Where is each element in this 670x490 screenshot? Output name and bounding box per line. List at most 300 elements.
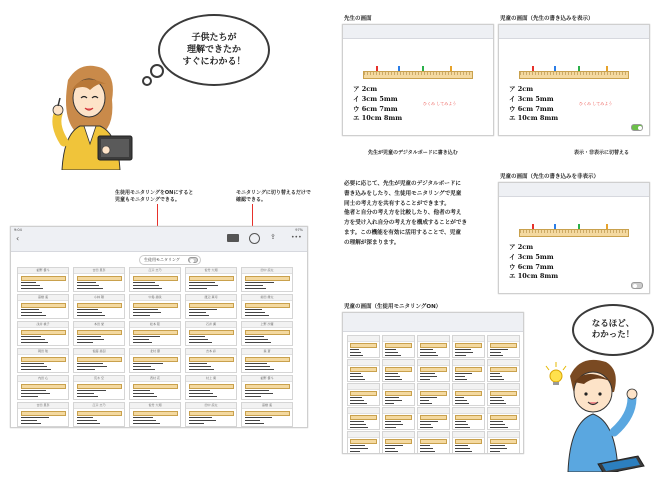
student-card-writing [133, 309, 158, 310]
student-card[interactable] [417, 359, 450, 382]
student-card-writing [490, 421, 503, 422]
student-card-ruler [420, 439, 448, 444]
teacher-illustration [40, 60, 140, 170]
student-hidden-screen [498, 182, 650, 294]
student-card-writing [455, 403, 469, 404]
student-card-writing [189, 288, 207, 289]
student-card-writing [245, 336, 264, 337]
student-card-writing [455, 445, 468, 446]
student-card-ruler [21, 411, 66, 416]
student-annot-red-note: ひくみ してみよう [579, 101, 613, 106]
student-card[interactable] [417, 431, 450, 454]
student-card-writing [189, 339, 208, 340]
student-card-writing [133, 363, 163, 364]
monitor-toggle-switch[interactable] [188, 257, 198, 263]
student-card-writing [490, 355, 503, 356]
student-card-ruler [189, 330, 234, 335]
student-card-name [383, 336, 414, 342]
student-card-ruler [21, 276, 66, 281]
student-card-writing [189, 363, 207, 364]
student-card-ruler [189, 303, 234, 308]
student-card-writing [77, 288, 103, 289]
student-card[interactable] [129, 294, 181, 319]
student-card-writing [350, 376, 363, 377]
student-card-name: 西村 花 [130, 376, 180, 382]
student-card-ruler [21, 303, 66, 308]
monitor-icon[interactable] [249, 233, 260, 244]
student-card-ruler [420, 367, 448, 372]
student-monitor-toolbar [343, 313, 523, 332]
student-card-writing [420, 403, 432, 404]
student-card-name [453, 384, 484, 390]
student-card-name: 浅井 桃子 [18, 322, 68, 328]
student-card[interactable] [452, 335, 485, 358]
student-hidden-toolbar [499, 183, 649, 197]
student-card-name: 内田 心 [18, 376, 68, 382]
student-card-name [348, 360, 379, 366]
student-card[interactable] [487, 359, 520, 382]
student-hidden-toggle[interactable] [631, 282, 643, 289]
student-card[interactable] [452, 383, 485, 406]
callout-switch-monitor: モニタリングに切り替えるだけで 確認できる。 [236, 190, 311, 203]
student-card-writing [420, 352, 436, 353]
student-card-writing [490, 397, 502, 398]
student-card-writing [77, 369, 95, 370]
student-card-name: 前田 健太 [242, 295, 292, 301]
student-card-ruler [245, 330, 290, 335]
student-bubble-line2: わかった！ [591, 330, 635, 340]
student-card-ruler [21, 330, 66, 335]
student-card[interactable] [241, 375, 293, 400]
student-card-writing [420, 349, 434, 350]
student-card-writing [21, 420, 37, 421]
student-card-name: 田中 涼太 [242, 268, 292, 274]
student-card[interactable] [17, 321, 69, 346]
student-card-writing [350, 451, 361, 452]
student-card[interactable] [17, 348, 69, 373]
student-card-name: 姫野 優斗 [18, 268, 68, 274]
student-card-writing [21, 369, 51, 370]
student-card-ruler [77, 330, 122, 335]
student-card[interactable] [241, 348, 293, 373]
student-card-writing [21, 282, 36, 283]
student-card-writing [455, 352, 473, 353]
student-card-writing [133, 288, 162, 289]
teacher-screen-annotation: 先生が児童のデジタルボードに書き込む [368, 150, 458, 156]
student-card-name: 岡田 航 [18, 349, 68, 355]
student-card-writing [21, 363, 44, 364]
student-card-ruler [133, 303, 178, 308]
student-monitor-screen [342, 312, 524, 454]
student-card-writing [245, 285, 263, 286]
student-card[interactable] [241, 402, 293, 427]
student-card-writing [350, 427, 368, 428]
student-card-writing [245, 393, 273, 394]
student-card-ruler [490, 391, 518, 396]
student-card-writing [455, 379, 467, 380]
student-card-writing [420, 397, 437, 398]
student-card-writing [245, 282, 274, 283]
student-card-ruler [189, 276, 234, 281]
student-card[interactable] [73, 402, 125, 427]
student-card-ruler [385, 415, 413, 420]
student-card-name: 石井 翼 [186, 322, 236, 328]
student-card-name: 佐藤 美羽 [74, 349, 124, 355]
student-card[interactable] [73, 321, 125, 346]
student-hidden-title: 児童の画面（先生の書き込みを非表示） [500, 174, 600, 180]
student-card-writing [189, 312, 206, 313]
student-card-writing [21, 423, 41, 424]
share-icon[interactable]: ⇪ [270, 233, 276, 241]
student-card-name [418, 408, 449, 414]
student-card-writing [21, 366, 47, 367]
student-card-name [348, 432, 379, 438]
student-card-name: 荒木 空 [74, 376, 124, 382]
student-card[interactable] [185, 294, 237, 319]
status-time: 9:04 [14, 228, 22, 232]
student-card[interactable] [417, 383, 450, 406]
callout-student-monitor: 生徒用モニタリングをONにすると 児童もモニタリングできる。 [115, 190, 194, 203]
student-card-writing [490, 379, 505, 380]
student-card-writing [21, 390, 46, 391]
student-card-ruler [133, 357, 178, 362]
student-card[interactable] [347, 431, 380, 454]
student-card-writing [490, 427, 508, 428]
student-card-ruler [245, 411, 290, 416]
student-card-ruler [245, 384, 290, 389]
student-card-writing [133, 423, 160, 424]
student-card-writing [490, 400, 504, 401]
student-card-name: 北村 優 [130, 349, 180, 355]
student-card-writing [420, 424, 431, 425]
student-card-name: 吉本 彩 [186, 349, 236, 355]
student-card-ruler [77, 303, 122, 308]
ruler-marker [578, 224, 580, 229]
student-card[interactable] [129, 402, 181, 427]
student-card-ruler [133, 384, 178, 389]
student-card-ruler [420, 343, 448, 348]
student-card-writing [189, 336, 205, 337]
ruler-marker [554, 66, 556, 71]
student-card[interactable] [452, 407, 485, 430]
student-card-writing [77, 396, 98, 397]
student-card-name: 上野 沙羅 [242, 322, 292, 328]
ruler-marker [578, 66, 580, 71]
student-card-name: 中島 美咲 [130, 295, 180, 301]
student-card[interactable] [417, 335, 450, 358]
student-card-writing [245, 288, 266, 289]
student-card-name: 田中 涼太 [186, 403, 236, 409]
student-card-name [383, 408, 414, 414]
student-card[interactable] [347, 335, 380, 358]
student-card-writing [245, 312, 265, 313]
student-card-writing [350, 349, 359, 350]
student-card-name: 渡辺 真司 [186, 295, 236, 301]
student-card-writing [77, 342, 93, 343]
student-card-ruler [420, 415, 448, 420]
student-card-writing [420, 451, 435, 452]
student-monitor-title: 児童の画面（生徒用モニタリングON） [344, 304, 442, 310]
status-battery: 97% [295, 228, 303, 232]
student-card-ruler [350, 391, 378, 396]
student-card-writing [133, 342, 152, 343]
student-card-writing [350, 397, 362, 398]
student-card[interactable] [185, 267, 237, 292]
more-icon[interactable]: ••• [291, 234, 302, 241]
student-card-writing [490, 373, 500, 374]
student-card[interactable] [185, 402, 237, 427]
student-card-writing [455, 421, 466, 422]
student-card[interactable] [347, 407, 380, 430]
student-card-writing [133, 339, 149, 340]
student-card[interactable] [382, 383, 415, 406]
student-card-writing [133, 390, 150, 391]
ruler-marker [398, 66, 400, 71]
student-card-name: 松本 陸 [130, 322, 180, 328]
student-card-ruler [385, 391, 413, 396]
student-illustration [540, 352, 650, 472]
student-card[interactable] [452, 359, 485, 382]
student-card-writing [455, 427, 471, 428]
student-card-name: 村上 奏 [186, 376, 236, 382]
student-card-writing [133, 315, 150, 316]
student-card[interactable] [241, 267, 293, 292]
student-card-writing [21, 417, 49, 418]
student-card-writing [455, 400, 467, 401]
teacher-red-note: ひくみ してみよう [423, 101, 457, 106]
student-card-name [488, 408, 519, 414]
student-card-writing [77, 363, 103, 364]
student-card[interactable] [382, 335, 415, 358]
student-card[interactable] [241, 321, 293, 346]
student-card-writing [490, 349, 508, 350]
teacher-screen [342, 24, 494, 136]
student-card-ruler [77, 411, 122, 416]
student-card[interactable] [73, 294, 125, 319]
teacher-speech-bubble [158, 14, 270, 86]
student-annot-annotation: 表示・非表示に切替える [574, 150, 630, 156]
student-card[interactable] [382, 431, 415, 454]
student-card-writing [245, 342, 271, 343]
student-card-name: 江口 志乃 [130, 268, 180, 274]
monitor-toolbar [11, 227, 307, 252]
student-card-ruler [350, 415, 378, 420]
student-card-name [383, 384, 414, 390]
student-card[interactable] [129, 348, 181, 373]
student-card-ruler [77, 384, 122, 389]
student-card-writing [420, 400, 430, 401]
student-card-writing [490, 352, 501, 353]
student-card-writing [133, 312, 161, 313]
student-card-name: 小林 陽 [74, 295, 124, 301]
student-hidden-answers: ア 2cm イ 3cm 5mm ウ 6cm 7mm エ 10cm 8mm [509, 243, 559, 281]
student-card-writing [385, 373, 398, 374]
student-card-writing [490, 403, 506, 404]
student-card-writing [350, 400, 365, 401]
student-card-writing [21, 342, 48, 343]
board-icon[interactable] [227, 234, 239, 242]
student-card-writing [77, 309, 98, 310]
student-card-writing [245, 417, 272, 418]
student-card-ruler [133, 411, 178, 416]
student-card-writing [133, 393, 154, 394]
student-card-writing [21, 396, 38, 397]
student-card-writing [385, 379, 402, 380]
student-card-writing [189, 417, 212, 418]
student-card[interactable] [347, 383, 380, 406]
student-card-name: 吉田 里奈 [18, 403, 68, 409]
student-card-writing [420, 379, 430, 380]
student-annot-toolbar [499, 25, 649, 39]
student-card-writing [21, 336, 41, 337]
student-card[interactable] [129, 267, 181, 292]
student-card[interactable] [129, 375, 181, 400]
student-card-ruler [385, 343, 413, 348]
student-card-name [348, 384, 379, 390]
student-card-writing [77, 339, 104, 340]
student-card-writing [350, 421, 364, 422]
student-card-name: 森 蒼 [242, 349, 292, 355]
student-card[interactable] [17, 294, 69, 319]
student-card-writing [133, 366, 151, 367]
student-card-ruler [21, 357, 66, 362]
student-card-writing [350, 403, 367, 404]
student-card-ruler [455, 415, 483, 420]
bubble-dot-large [150, 64, 164, 78]
student-card-ruler [385, 439, 413, 444]
student-card-writing [385, 424, 403, 425]
student-card[interactable] [73, 375, 125, 400]
student-hidden-ruler [519, 229, 629, 237]
student-card-name [383, 432, 414, 438]
student-card-writing [245, 309, 262, 310]
student-card-writing [420, 448, 433, 449]
student-card-name [488, 432, 519, 438]
student-card-writing [350, 379, 365, 380]
student-card-writing [21, 288, 43, 289]
student-card-ruler [490, 367, 518, 372]
student-card[interactable] [73, 267, 125, 292]
student-card-name: 吉田 里奈 [74, 268, 124, 274]
student-card-writing [455, 448, 470, 449]
student-card[interactable] [347, 359, 380, 382]
student-card-ruler [350, 367, 378, 372]
student-card-writing [420, 376, 437, 377]
student-card-name [488, 384, 519, 390]
student-card-writing [133, 369, 155, 370]
student-card-writing [133, 285, 159, 286]
student-card-writing [385, 352, 399, 353]
student-card-writing [455, 424, 468, 425]
student-card-ruler [133, 276, 178, 281]
student-card[interactable] [452, 431, 485, 454]
student-card-name: 佐竹 大翔 [186, 268, 236, 274]
student-card-writing [455, 349, 471, 350]
monitoring-screenshot [10, 226, 308, 428]
student-card[interactable] [241, 294, 293, 319]
student-card-ruler [77, 276, 122, 281]
student-card-writing [490, 376, 502, 377]
student-card[interactable] [17, 375, 69, 400]
student-card-writing [245, 363, 267, 364]
student-card-name [453, 408, 484, 414]
back-icon[interactable]: ‹ [16, 234, 20, 243]
student-card-name [383, 360, 414, 366]
student-card-writing [189, 342, 212, 343]
student-card-writing [245, 423, 264, 424]
teacher-toolbar [343, 25, 493, 39]
description-paragraph: 必要に応じて、先生が児童のデジタルボードに 書き込みをしたり、生徒用モニタリングで児童 同士の考え方を共有することができます。 他者と自分の考え方を比較したり、他者の考え 方を受け入れ自分の考え方を構成することができ ます。この機能を有効に活用することで、児童 の理解が深まります。 [344, 181, 468, 246]
student-card[interactable] [185, 321, 237, 346]
student-card-name: 姫野 優斗 [242, 376, 292, 382]
teacher-bubble-line2: 理解できたか [186, 44, 241, 55]
student-card-writing [77, 420, 97, 421]
student-card[interactable] [382, 359, 415, 382]
ruler-marker [422, 66, 424, 71]
student-card[interactable] [17, 267, 69, 292]
student-card-name [418, 360, 449, 366]
monitor-toggle-pill[interactable] [139, 255, 201, 265]
student-card-writing [385, 403, 395, 404]
student-card-writing [350, 424, 366, 425]
teacher-bubble-line1: 子供たちが [191, 32, 237, 43]
student-bubble-line1: なるほど、 [591, 318, 635, 329]
student-card-ruler [385, 367, 413, 372]
student-card-name [488, 360, 519, 366]
student-card[interactable] [129, 321, 181, 346]
student-card-writing [77, 282, 96, 283]
student-annot-toggle[interactable] [631, 124, 643, 131]
student-card[interactable] [417, 407, 450, 430]
student-card-ruler [350, 439, 378, 444]
student-card[interactable] [185, 348, 237, 373]
student-card-writing [189, 423, 204, 424]
student-card-writing [455, 355, 466, 356]
student-card-writing [420, 421, 438, 422]
student-card[interactable] [487, 407, 520, 430]
student-card[interactable] [487, 335, 520, 358]
student-card-writing [133, 417, 153, 418]
student-card-ruler [77, 357, 122, 362]
student-card-writing [385, 427, 396, 428]
student-card-writing [385, 421, 401, 422]
student-card-writing [385, 445, 403, 446]
student-card-writing [455, 397, 465, 398]
student-card[interactable] [382, 407, 415, 430]
student-card-writing [420, 355, 438, 356]
student-card-writing [77, 366, 107, 367]
student-card-ruler [455, 367, 483, 372]
student-card[interactable] [487, 383, 520, 406]
teacher-screen-title: 先生の画面 [344, 16, 372, 22]
teacher-bubble-line3: すぐにわかる！ [182, 57, 246, 68]
ruler-marker [554, 224, 556, 229]
student-card-writing [245, 369, 274, 370]
student-card[interactable] [487, 431, 520, 454]
student-card-ruler [420, 391, 448, 396]
student-card-writing [350, 448, 368, 449]
student-card-name [348, 408, 379, 414]
ruler-marker [606, 66, 608, 71]
student-card[interactable] [73, 348, 125, 373]
student-card-writing [245, 390, 269, 391]
student-card-writing [490, 424, 506, 425]
student-card-writing [77, 393, 94, 394]
student-card-name [418, 384, 449, 390]
student-card-writing [189, 369, 214, 370]
student-card[interactable] [17, 402, 69, 427]
student-card[interactable] [185, 375, 237, 400]
